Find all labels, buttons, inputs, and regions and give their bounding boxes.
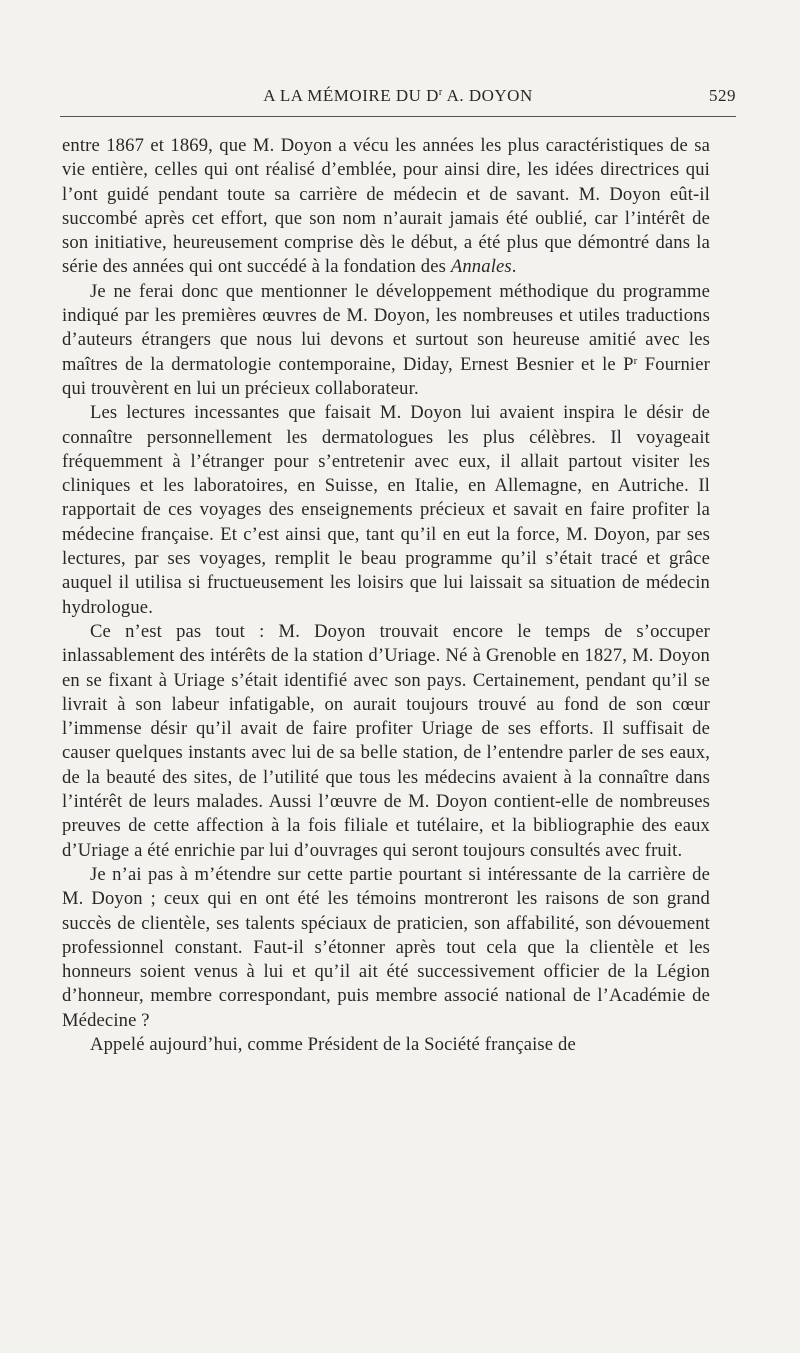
paragraph-2-superscript: r xyxy=(633,354,638,367)
paragraph-2-text-after: Fournier qui trouvèrent en lui un précieux collaborateur. xyxy=(62,353,710,399)
paragraph-1 xyxy=(62,134,710,280)
body-text xyxy=(62,134,710,1057)
paragraph-6: Appelé aujourd’hui, comme Président de la Société française de xyxy=(90,1033,576,1055)
paragraph-2 xyxy=(62,280,710,401)
paragraph-1-end: . xyxy=(511,256,517,278)
paragraph-3: Les lectures incessantes que faisait M. Doyon lui avaient inspira le désir de connaître personnellement les dermatologues les plus célèbres. Il voyageait fréquemment à l’étranger pour s’entretenir avec eux, il allait partout visiter les cliniques et les laboratoires, en Suisse, en Italie, en Allemagne, en Autriche. Il rapportait de ces voyages des enseignements précieux et savait en faire profiter la médecine française. Et c’est ainsi que, tant qu’il en eut la force, M. Doyon, par ses lectures, par ses voyages, remplit le beau programme qu’il s’était tracé et grâce auquel il utilisa si fructueusement les loisirs que lui laissait sa situation de médecin hydrologue. xyxy=(62,402,710,618)
page-number: 529 xyxy=(709,86,736,105)
paragraph-2-text-before: Je ne ferai donc que mentionner le développement méthodique du programme indiqué par les premières œuvres de M. Doyon, les nombreuses et utiles traductions d’auteurs étrangers que nous lui devons et surtout son heureuse amitié avec les maîtres de la dermatologie contemporaine, Diday, Ernest Besnier et le P xyxy=(62,280,710,375)
paragraph-1-text: entre 1867 et 1869, que M. Doyon a vécu les années les plus caractéristiques de sa vie entière, celles qui ont réalisé d’emblée, pour ainsi dire, les idées directrices qui l’ont guidé pendant toute sa carrière de médecin et de savant. M. Doyon eût-il succombé après cet effort, que son nom n’aurait jamais été oublié, car l’intérêt de son initiative, heureusement comprise dès le début, a été plus que démontré dans la série des années qui ont succédé à la fondation des xyxy=(62,135,710,278)
paragraph-1-italic: Annales xyxy=(450,256,512,278)
paragraph-4: Ce n’est pas tout : M. Doyon trouvait encore le temps de s’occuper inlassablement des intérêts de la station d’Uriage. Né à Grenoble en 1827, M. Doyon en se fixant à Uriage s’était identifié avec son pays. Certainement, pendant qu’il se livrait à son labeur infatigable, on aurait toujours trouvé au fond de son cœur l’immense désir qu’il avait de faire profiter Uriage de ses efforts. Il suffisait de causer quelques instants avec lui de sa belle station, de l’entendre parler de ses eaux, de la beauté des sites, de l’utilité que tous les médecins avaient à la connaître dans l’intérêt de leurs malades. Aussi l’œuvre de M. Doyon contient-elle de nombreuses preuves de cette affection à la fois filiale et tutélaire, et la bibliographie des eaux d’Uriage a été enrichie par lui d’ouvrages qui seront toujours consultés avec fruit. xyxy=(62,620,710,861)
header-rule xyxy=(60,116,736,117)
running-head xyxy=(60,86,736,110)
running-title-prefix: A LA MÉMOIRE DU D xyxy=(263,86,439,105)
running-title-suffix: A. DOYON xyxy=(442,86,533,105)
running-title xyxy=(60,86,736,106)
paragraph-5: Je n’ai pas à m’étendre sur cette partie pourtant si intéressante de la carrière de M. Doyon ; ceux qui en ont été les témoins montreront les raisons de son grand succès de clientèle, ses talents spéciaux de praticien, son affabilité, son dévouement professionnel constant. Faut-il s’étonner après tout cela que la clientèle et les honneurs soient venus à lui et qu’il ait été successivement officier de la Légion d’honneur, membre correspondant, puis membre associé national de l’Académie de Médecine ? xyxy=(62,863,710,1031)
running-title-superscript: r xyxy=(438,87,443,98)
